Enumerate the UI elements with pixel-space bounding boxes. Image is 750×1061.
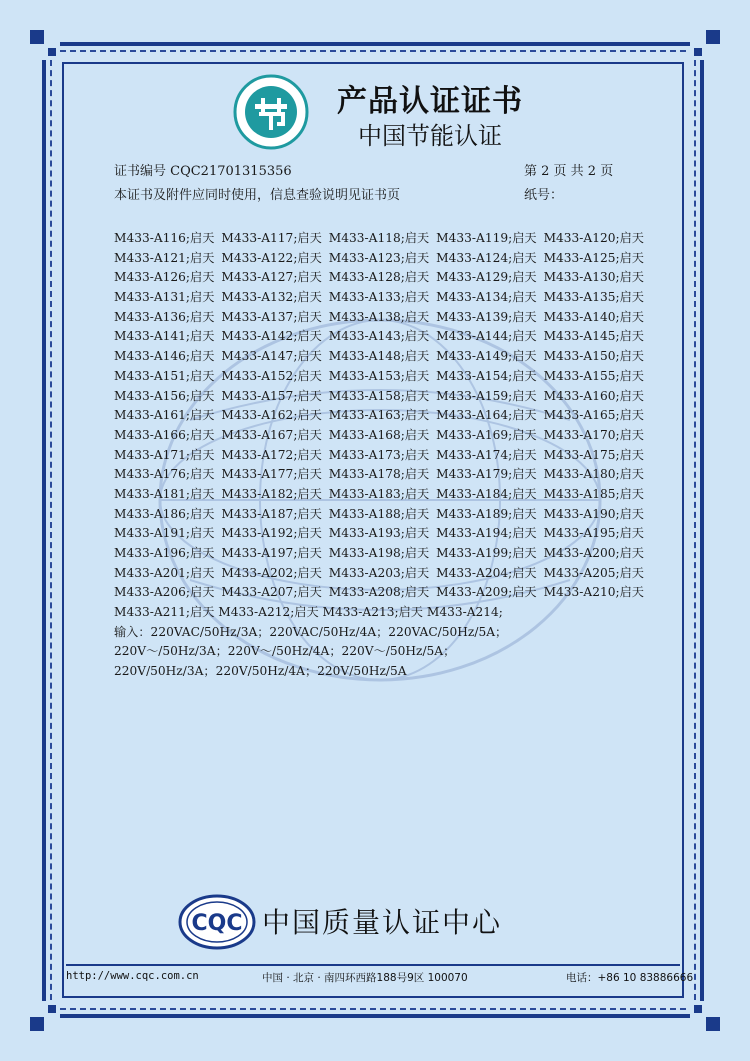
model-entry: M433-A152;启天 [221,368,322,383]
cqc-logo-text: CQC [191,911,243,936]
model-entry: M433-A123;启天 [328,250,430,265]
model-row [114,229,644,249]
model-entry: M433-A210;启天 [543,585,644,600]
model-row [114,347,644,367]
model-entry: M433-A165;启天 [543,408,644,423]
model-entry: M433-A130;启天 [543,270,644,285]
model-row [114,583,644,603]
model-entry: M433-A164;启天 [436,408,537,423]
model-row [114,406,644,426]
model-entry: M433-A162;启天 [221,408,322,423]
model-entry: M433-A205;启天 [543,565,644,580]
model-entry: M433-A120;启天 [543,231,644,245]
model-entry: M433-A156;启天 [114,388,215,403]
model-entry: M433-A139;启天 [436,309,537,324]
model-entry: M433-A193;启天 [328,526,430,541]
model-entry: M433-A191;启天 [114,526,215,541]
input-spec-line: 220V～/50Hz/3A；220V～/50Hz/4A；220V～/50Hz/5A； [114,644,456,659]
model-entry: M433-A160;启天 [543,388,644,403]
model-entry: M433-A208;启天 [328,585,430,600]
model-entry: M433-A198;启天 [328,546,430,560]
paper-number: 纸号： [524,188,564,203]
corner-dot-bl [48,1005,56,1013]
model-row [114,465,644,485]
model-entry: M433-A177;启天 [221,467,322,482]
model-entry: M433-A127;启天 [221,270,322,285]
model-entry: M433-A196;启天 [114,546,215,560]
corner-square-bl [30,1017,44,1031]
model-entry: M433-A132;启天 [221,290,322,305]
model-entry: M433-A129;启天 [436,270,537,285]
model-entry: M433-A155;启天 [543,368,644,383]
footer-divider [66,964,680,966]
model-row [114,367,644,387]
org-name: 中国质量认证中心 [262,906,503,939]
model-entry: M433-A176;启天 [114,467,215,482]
model-entry: M433-A169;启天 [436,427,537,442]
model-entry: M433-A119;启天 [436,231,537,245]
model-entry: M433-A141;启天 [114,329,215,344]
model-row [114,268,644,288]
model-entry: M433-A197;启天 [221,546,322,560]
model-entry: M433-A200;启天 [543,546,644,560]
model-entry: M433-A171;启天 [114,447,215,462]
model-entry: M433-A166;启天 [114,427,215,442]
corner-dot-tr [694,48,702,56]
model-entry: M433-A179;启天 [436,467,537,482]
model-entry: M433-A178;启天 [328,467,430,482]
model-entry: M433-A143;启天 [328,329,430,344]
model-row [114,564,644,584]
model-entry: M433-A174;启天 [436,447,537,462]
model-entry: M433-A154;启天 [436,368,537,383]
model-entry: M433-A116;启天 [114,231,215,245]
model-entry: M433-A147;启天 [221,349,322,364]
model-entry: M433-A185;启天 [543,486,644,501]
model-row [114,327,644,347]
model-entry: M433-A131;启天 [114,290,215,305]
model-entry: M433-A150;启天 [543,349,644,364]
model-entry: M433-A157;启天 [221,388,322,403]
model-entry: M433-A161;启天 [114,408,215,423]
model-entry: M433-A163;启天 [328,408,430,423]
model-entry: M433-A158;启天 [328,388,430,403]
model-row [114,426,644,446]
corner-dot-tl [48,48,56,56]
model-entry: M433-A167;启天 [221,427,322,442]
model-row [114,446,644,466]
model-entry: M433-A207;启天 [221,585,322,600]
model-entry: M433-A140;启天 [543,309,644,324]
model-entry: M433-A172;启天 [221,447,322,462]
model-row [114,524,644,544]
model-entry: M433-A151;启天 [114,368,215,383]
model-entry: M433-A148;启天 [328,349,430,364]
model-entry: M433-A134;启天 [436,290,537,305]
model-entry: M433-A121;启天 [114,250,215,265]
model-entry: M433-A209;启天 [436,585,537,600]
model-entry: M433-A206;启天 [114,585,215,600]
model-entry: M433-A144;启天 [436,329,537,344]
model-entry: M433-A142;启天 [221,329,322,344]
model-entry: M433-A182;启天 [221,486,322,501]
corner-dot-br [694,1005,702,1013]
model-row [114,387,644,407]
model-entry: M433-A124;启天 [436,250,537,265]
model-entry: M433-A117;启天 [221,231,322,245]
corner-square-tr [706,30,720,44]
model-entry: M433-A149;启天 [436,349,537,364]
input-spec-line: 输入：220VAC/50Hz/3A；220VAC/50Hz/4A；220VAC/50Hz/5A； [114,624,508,639]
model-entry: M433-A180;启天 [543,467,644,482]
model-entry: M433-A146;启天 [114,349,215,364]
model-entry: M433-A125;启天 [543,250,644,265]
model-entry: M433-A168;启天 [328,427,430,442]
model-entry: M433-A204;启天 [436,565,537,580]
model-entry: M433-A137;启天 [221,309,322,324]
model-entry: M433-A153;启天 [328,368,430,383]
model-entry: M433-A145;启天 [543,329,644,344]
model-entry: M433-A122;启天 [221,250,322,265]
model-entry: M433-A118;启天 [328,231,430,245]
corner-square-tl [30,30,44,44]
model-row [114,249,644,269]
model-list [114,229,644,682]
model-entry: M433-A136;启天 [114,309,215,324]
model-entry: M433-A211;启天 M433-A212;启天 M433-A213;启天 M433-A214; [114,605,503,620]
footer-address: 中国 · 北京 · 南四环西路188号9区 100070 [262,972,468,984]
model-entry: M433-A159;启天 [436,388,537,403]
model-entry: M433-A173;启天 [328,447,430,462]
model-row [114,544,644,564]
model-row [114,603,644,623]
model-entry: M433-A194;启天 [436,526,537,541]
footer-phone: 电话：+86 10 83886666 [566,972,694,984]
model-row [114,308,644,328]
model-entry: M433-A126;启天 [114,270,215,285]
corner-square-br [706,1017,720,1031]
model-entry: M433-A135;启天 [543,290,644,305]
usage-note: 本证书及附件应同时使用，信息查验说明见证书页 [114,188,401,203]
model-entry: M433-A181;启天 [114,486,215,501]
model-row [114,288,644,308]
input-spec-line: 220V/50Hz/3A；220V/50Hz/4A；220V/50Hz/5A [114,664,407,679]
model-row [114,485,644,505]
certificate-subtitle: 中国节能认证 [358,122,502,150]
certificate-number: 证书编号 CQC21701315356 [114,164,292,179]
model-entry: M433-A170;启天 [543,427,644,442]
model-entry: M433-A195;启天 [543,526,644,541]
cqc-logo-icon [178,894,256,950]
energy-conservation-logo-icon [233,74,309,150]
model-entry: M433-A202;启天 [221,565,322,580]
model-entry: M433-A138;启天 [328,309,430,324]
model-entry: M433-A189;启天 [436,506,537,521]
model-entry: M433-A201;启天 [114,565,215,580]
model-entry: M433-A199;启天 [436,546,537,560]
model-entry: M433-A203;启天 [328,565,430,580]
model-entry: M433-A133;启天 [328,290,430,305]
model-entry: M433-A128;启天 [328,270,430,285]
model-entry: M433-A187;启天 [221,506,322,521]
model-entry: M433-A183;启天 [328,486,430,501]
model-entry: M433-A188;启天 [328,506,430,521]
certificate-title: 产品认证证书 [337,84,523,119]
model-entry: M433-A190;启天 [543,506,644,521]
footer-website: http://www.cqc.com.cn [66,970,199,982]
model-entry: M433-A186;启天 [114,506,215,521]
model-entry: M433-A192;启天 [221,526,322,541]
model-entry: M433-A184;启天 [436,486,537,501]
model-row [114,505,644,525]
page-number: 第 2 页 共 2 页 [524,164,614,179]
model-entry: M433-A175;启天 [543,447,644,462]
